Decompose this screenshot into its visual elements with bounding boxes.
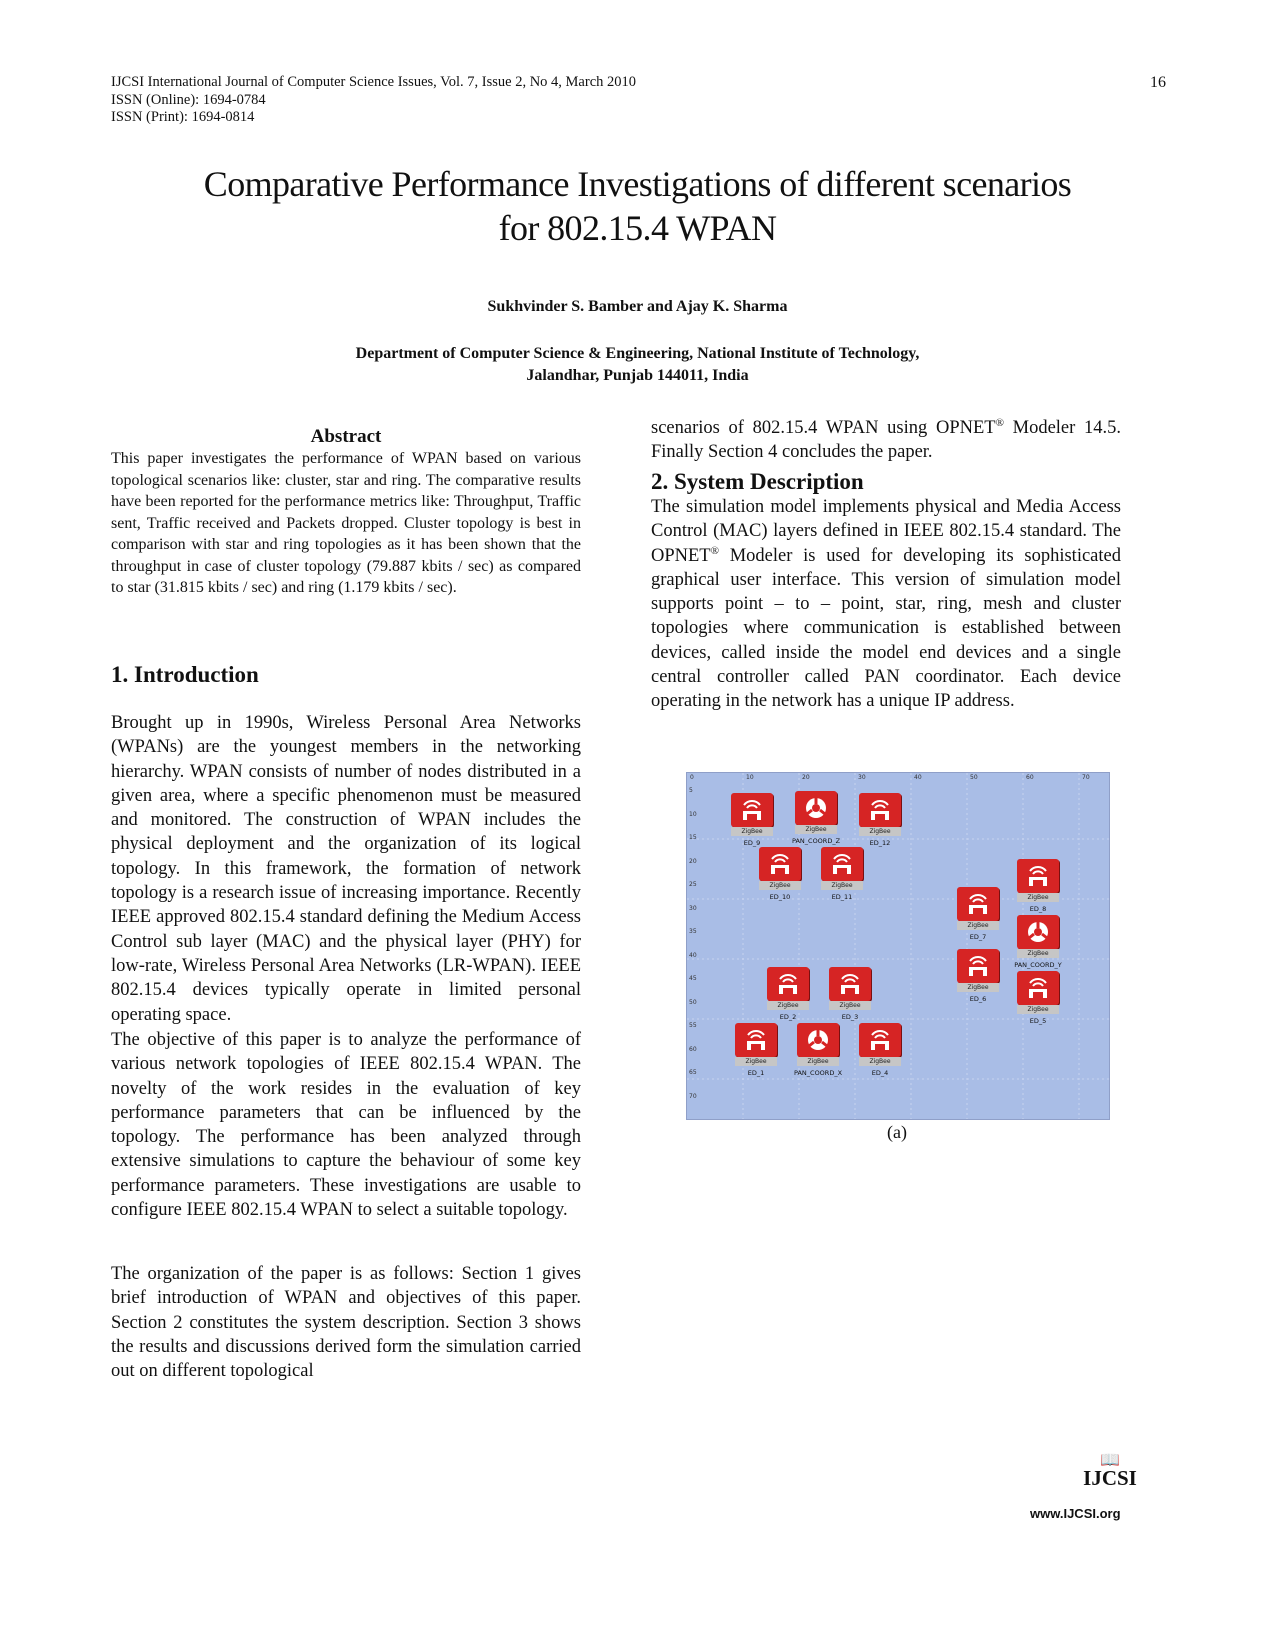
zigbee-device-icon [957,887,999,921]
registered-mark: ® [995,416,1004,429]
intro-heading: 1. Introduction [111,662,259,687]
y-tick-label: 55 [689,1022,697,1029]
node-label: ED_1 [747,1069,765,1077]
affiliation-line-2: Jalandhar, Punjab 144011, India [526,367,749,384]
affiliation [0,343,1275,387]
coordinator-icon [1017,915,1059,949]
y-tick-label: 65 [689,1069,697,1076]
node-label: ED_12 [869,839,891,847]
y-tick-label: 5 [689,787,693,794]
node-tag: ZigBee [795,825,837,834]
journal-header [111,74,636,127]
node-tag: ZigBee [759,881,801,890]
node-tag: ZigBee [821,881,863,890]
figure-caption: (a) [887,1122,907,1142]
abstract-section [111,426,581,599]
y-tick-label: 70 [689,1092,697,1100]
intro-paragraph-3: The organization of the paper is as follows: Section 1 gives brief introduction of WPAN and objectives of this paper. Section 2 constitutes the system description. Section 3 shows the results and discussions derived form the simulation carried out on different topological [111,1264,581,1382]
pan-coordinator-node [793,1023,843,1077]
node-label: PAN_COORD_X [793,1069,843,1077]
node-label: ED_7 [969,933,987,941]
node-label: ED_3 [841,1013,859,1021]
x-tick-label: 60 [1026,774,1034,781]
end-device-node [735,1023,777,1077]
end-device-node [731,793,773,847]
zigbee-device-icon [759,847,801,881]
node-tag: ZigBee [735,1057,777,1066]
end-device-node [821,847,863,901]
x-tick-label: 10 [746,774,754,781]
y-tick-label: 35 [689,928,697,935]
intro-paragraph-1: Brought up in 1990s, Wireless Personal Area Networks (WPANs) are the youngest members in the networking hierarchy. WPAN consists of number of nodes distributed in a given area, where a specific phenomenon must be measured and monitored. The construction of WPAN includes the physical deployment and the organization of its logical topology. In this framework, the formation of network topology is a research issue of increasing importance. Recently IEEE approved 802.15.4 standard defining the Medium Access Control sub layer (MAC) and the physical layer (PHY) for low-rate, Wireless Personal Area Networks (LR-WPAN). IEEE 802.15.4 devices typically operate in limited personal operating space. [111,713,581,1025]
node-label: ED_5 [1029,1017,1047,1025]
y-tick-label: 60 [689,1045,697,1053]
node-label: PAN_COORD_Y [1014,961,1062,969]
sec2-text-b: Modeler is used for developing its sophisticated graphical user interface. This version of simulation model supports point – to – point, star, ring, mesh and cluster topologies where communication is established between devices, called inside the model end devices and a single central controller called PAN coordinator. Each device operating in the network has a unique IP address. [651,545,1121,712]
affiliation-line-1: Department of Computer Science & Engineering, National Institute of Technology, [355,345,920,362]
node-label: ED_2 [779,1013,797,1021]
zigbee-device-icon [821,847,863,881]
x-tick-label: 0 [690,774,694,781]
x-tick-label: 30 [858,774,866,781]
node-label: ED_10 [769,893,791,901]
intro-paragraph-1-wrap [111,711,581,1027]
title-line-1: Comparative Performance Investigations of different scenarios [203,164,1072,204]
cont-text-a: scenarios of 802.15.4 WPAN using OPNET [651,418,996,438]
logo-text: IJCSI [1083,1466,1137,1490]
node-tag: ZigBee [957,921,999,930]
node-tag: ZigBee [1017,949,1059,958]
issn-print: ISSN (Print): 1694-0814 [111,109,255,125]
node-label: ED_11 [831,893,853,901]
end-device-node [859,793,901,847]
node-label: ED_6 [969,995,987,1003]
node-tag: ZigBee [859,827,901,836]
node-label: ED_4 [871,1069,889,1077]
node-label: ED_9 [743,839,761,847]
zigbee-device-icon [1017,859,1059,893]
y-tick-label: 15 [689,834,697,841]
zigbee-device-icon [767,967,809,1001]
end-device-node [1017,859,1059,913]
introduction-section [111,662,581,688]
zigbee-device-icon [1017,971,1059,1005]
book-icon: 📖 [1100,1450,1120,1469]
node-tag: ZigBee [957,983,999,992]
end-device-node [759,847,801,901]
y-tick-label: 30 [689,904,697,912]
abstract-heading: Abstract [310,426,382,447]
sec2-text-a: The simulation model implements physical and Media Access Control (MAC) layers defined in IEEE 802.15.4 standard. The OPNET [651,497,1121,566]
coordinator-icon [797,1023,839,1057]
zigbee-device-icon [859,1023,901,1057]
x-tick-label: 50 [970,774,978,781]
end-device-node [829,967,871,1021]
y-tick-label: 10 [689,810,697,818]
abstract-text: This paper investigates the performance of WPAN based on various topological scenarios like: cluster, star and ring. The comparative results have been reported for the performance metrics like: Throughput, Traffic sent, Traffic received and Packets dropped. Cluster topology is best in comparison with star and ring topologies as it has been shown that the throughput in case of cluster topology (79.887 kbits / sec) as compared to star (31.815 kbits / sec) and ring (1.179 kbits / sec). [111,450,581,596]
end-device-node [957,949,999,1003]
y-tick-label: 25 [689,881,697,888]
sec2-heading: 2. System Description [651,469,864,494]
issn-online: ISSN (Online): 1694-0784 [111,91,266,108]
pan-coordinator-node [1014,915,1062,969]
y-tick-label: 50 [689,998,697,1006]
node-label: ED_8 [1029,905,1047,913]
journal-url[interactable]: www.IJCSI.org [1030,1506,1121,1521]
zigbee-device-icon [731,793,773,827]
end-device-node [767,967,809,1021]
paper-title [0,162,1275,250]
intro-paragraph-2: The objective of this paper is to analyze the performance of various network topologies of IEEE 802.15.4 WPAN. The novelty of the work resides in the evaluation of key performance parameters that can be influenced by the topology. The performance has been analyzed through extensive simulations to capture the behaviour of some key performance parameters. These investigations are usable to configure IEEE 802.15.4 WPAN to select a suitable topology. [111,1030,581,1221]
intro-paragraph-2-wrap [111,1028,581,1222]
end-device-node [957,887,999,941]
x-tick-label: 70 [1082,774,1090,781]
x-tick-label: 20 [802,774,810,781]
sec2-paragraph [651,495,1121,714]
y-tick-label: 40 [689,951,697,959]
end-device-node [859,1023,901,1077]
y-tick-label: 20 [689,857,697,865]
topology-figure [686,772,1110,1120]
zigbee-device-icon [859,793,901,827]
system-description-section [651,469,1121,714]
node-tag: ZigBee [731,827,773,836]
continuation-paragraph [651,416,1121,465]
coordinator-icon [795,791,837,825]
cont-text-b: Modeler 14.5. Finally Section 4 concludes the paper. [651,418,1121,463]
intro-paragraph-3-wrap [111,1262,581,1383]
node-label: PAN_COORD_Z [791,837,841,845]
y-tick-label: 45 [689,975,697,982]
zigbee-device-icon [829,967,871,1001]
ijcsi-logo [1075,1450,1145,1490]
right-column-continuation [651,416,1121,465]
node-tag: ZigBee [797,1057,839,1066]
node-tag: ZigBee [1017,1005,1059,1014]
end-device-node [1017,971,1059,1025]
node-tag: ZigBee [1017,893,1059,902]
x-tick-label: 40 [914,774,922,781]
node-tag: ZigBee [829,1001,871,1010]
pan-coordinator-node [791,791,841,845]
title-line-2: for 802.15.4 WPAN [498,208,777,248]
node-tag: ZigBee [767,1001,809,1010]
zigbee-device-icon [735,1023,777,1057]
journal-name: IJCSI International Journal of Computer Science Issues, Vol. 7, Issue 2, No 4, March 2010 [111,74,637,90]
zigbee-device-icon [957,949,999,983]
page-number: 16 [1150,74,1166,91]
registered-mark: ® [710,544,719,557]
node-tag: ZigBee [859,1057,901,1066]
authors: Sukhvinder S. Bamber and Ajay K. Sharma [487,298,788,315]
